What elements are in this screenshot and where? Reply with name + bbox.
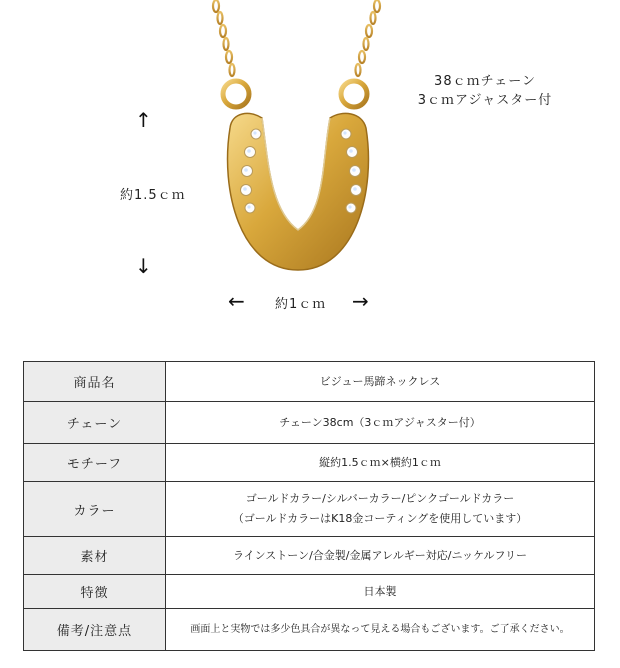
spec-value: ビジュー馬蹄ネックレス bbox=[166, 362, 595, 402]
spec-key: カラー bbox=[24, 482, 166, 537]
spec-value: 縦約1.5ｃｍ×横約1ｃｍ bbox=[166, 444, 595, 482]
chain-right bbox=[356, 0, 381, 76]
height-dimension-label: 約1.5ｃｍ bbox=[120, 188, 186, 203]
jump-ring-left bbox=[223, 81, 249, 107]
spec-value: ゴールドカラー/シルバーカラー/ピンクゴールドカラー （ゴールドカラーはK18金コーティングを使用しています） bbox=[166, 482, 595, 537]
up-arrow-icon: ↑ bbox=[135, 108, 152, 132]
spec-key: 特徴 bbox=[24, 575, 166, 609]
width-dimension-label: 約1ｃｍ bbox=[275, 297, 327, 312]
product-spec-table bbox=[23, 361, 595, 651]
spec-row-feature bbox=[24, 575, 595, 609]
spec-row-chain bbox=[24, 402, 595, 444]
left-arrow-icon: ← bbox=[228, 289, 245, 313]
spec-key: チェーン bbox=[24, 402, 166, 444]
spec-key: 素材 bbox=[24, 537, 166, 575]
spec-row-product-name bbox=[24, 362, 595, 402]
spec-key: モチーフ bbox=[24, 444, 166, 482]
right-arrow-icon: → bbox=[352, 289, 369, 313]
spec-row-material bbox=[24, 537, 595, 575]
spec-value: ラインストーン/合金製/金属アレルギー対応/ニッケルフリー bbox=[166, 537, 595, 575]
spec-key: 備考/注意点 bbox=[24, 609, 166, 651]
spec-row-motif bbox=[24, 444, 595, 482]
spec-row-color bbox=[24, 482, 595, 537]
spec-value: 画面上と実物では多少色具合が異なって見える場合もございます。ご了承ください。 bbox=[166, 609, 595, 651]
spec-value: チェーン38cm（3ｃｍアジャスター付） bbox=[166, 402, 595, 444]
spec-key: 商品名 bbox=[24, 362, 166, 402]
chain-length-label bbox=[400, 72, 570, 110]
chain-length-line: 38ｃｍチェーン bbox=[434, 74, 536, 89]
chain-left bbox=[213, 0, 235, 76]
spec-row-notes bbox=[24, 609, 595, 651]
down-arrow-icon: ↓ bbox=[135, 254, 152, 278]
jump-ring-right bbox=[341, 81, 367, 107]
spec-value: 日本製 bbox=[166, 575, 595, 609]
adjuster-length-line: 3ｃｍアジャスター付 bbox=[417, 93, 553, 108]
